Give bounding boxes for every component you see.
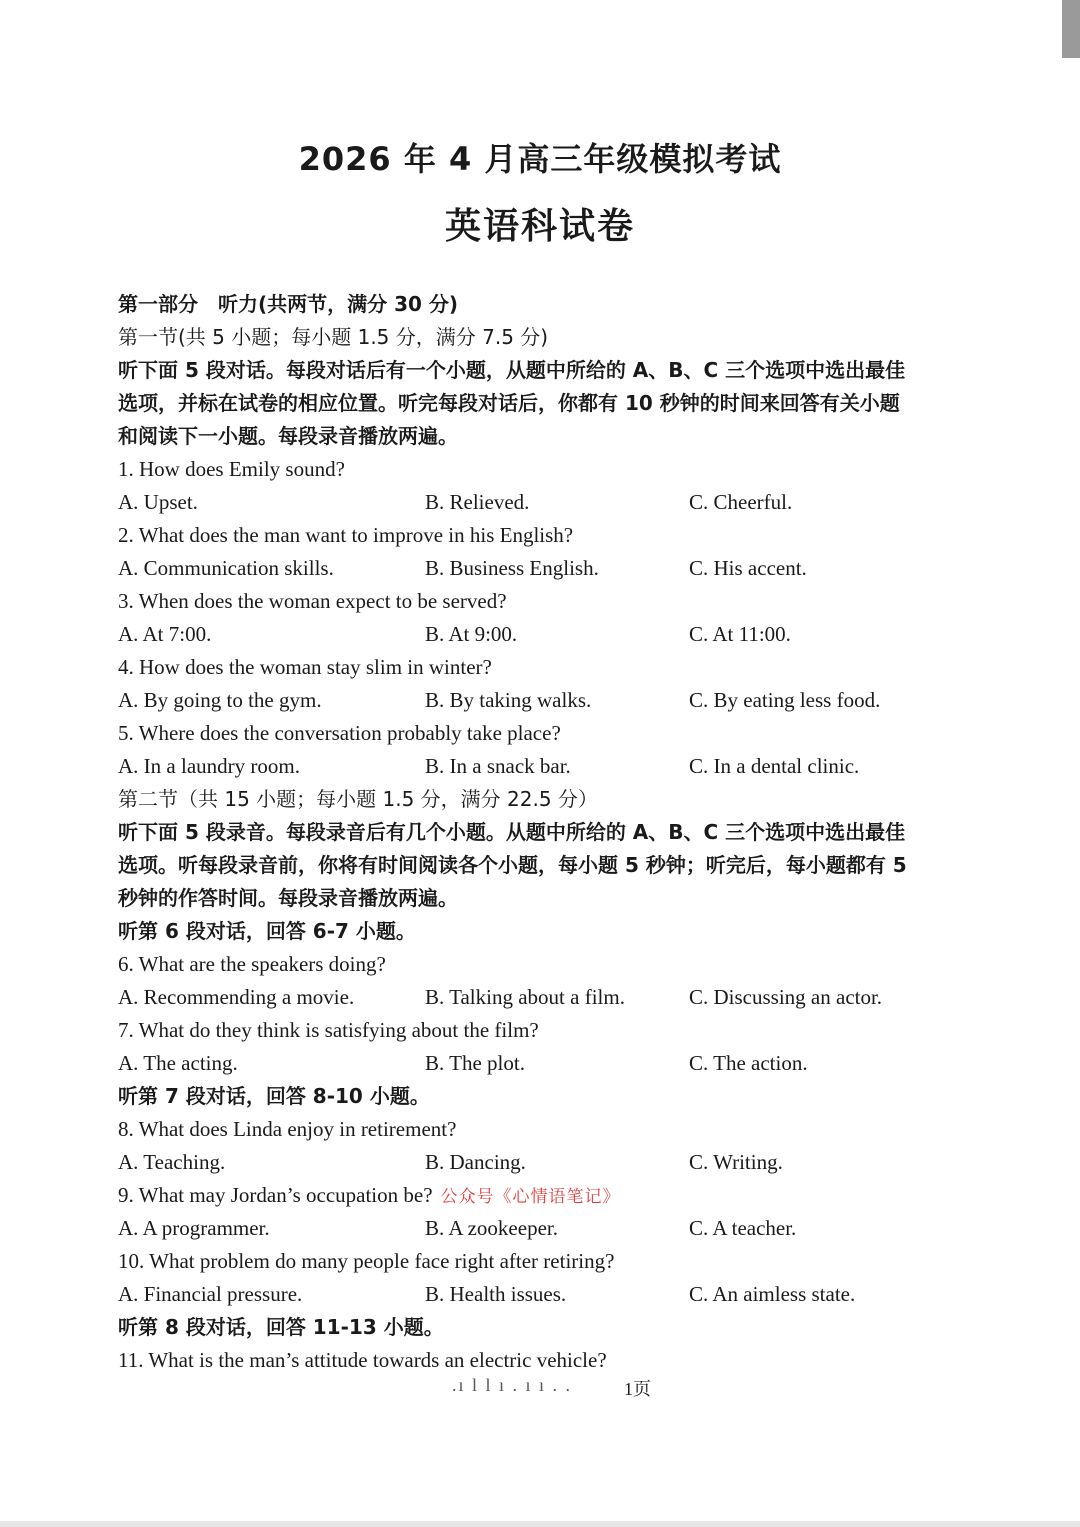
section1-instruction-3: 和阅读下一小题。每段录音播放两遍。 — [118, 424, 458, 448]
option-a: A. Upset. — [118, 490, 198, 514]
question-4-options — [118, 684, 968, 717]
section2-instruction-2: 选项。听每段录音前，你将有时间阅读各个小题，每小题 5 秒钟；听完后，每小题都有 5 — [118, 853, 907, 877]
option-b: B. Talking about a film. — [425, 985, 625, 1009]
option-b: B. A zookeeper. — [425, 1216, 558, 1240]
page-number: 1页 — [624, 1379, 651, 1399]
question-4: 4. How does the woman stay slim in winter? — [118, 655, 492, 679]
option-c: C. Writing. — [689, 1150, 783, 1174]
exam-subtitle: 英语科试卷 — [444, 206, 635, 247]
dialog8-instruction: 听第 8 段对话，回答 11-13 小题。 — [118, 1315, 444, 1339]
watermark-text: 公众号《心情语笔记》 — [440, 1187, 621, 1207]
question-5-options — [118, 750, 968, 783]
option-a: A. By going to the gym. — [118, 688, 322, 712]
option-a: A. At 7:00. — [118, 622, 212, 646]
option-a: A. Financial pressure. — [118, 1282, 303, 1306]
section1-heading: 第一节(共 5 小题；每小题 1.5 分，满分 7.5 分) — [118, 325, 549, 349]
question-9: 9. What may Jordan’s occupation be? — [118, 1183, 433, 1207]
question-8-options — [118, 1146, 968, 1179]
question-11: 11. What is the man’s attitude towards an electric vehicle? — [118, 1348, 607, 1372]
option-a: A. Teaching. — [118, 1150, 226, 1174]
footer-marks: .ı l l ı . ı ı . . — [452, 1375, 573, 1395]
option-b: B. In a snack bar. — [425, 754, 571, 778]
dialog6-instruction: 听第 6 段对话，回答 6-7 小题。 — [118, 919, 416, 943]
dialog7-instruction: 听第 7 段对话，回答 8-10 小题。 — [118, 1084, 430, 1108]
question-2: 2. What does the man want to improve in his English? — [118, 523, 574, 547]
option-c: C. An aimless state. — [689, 1282, 856, 1306]
option-c: C. His accent. — [689, 556, 807, 580]
section2-instruction-3: 秒钟的作答时间。每段录音播放两遍。 — [118, 886, 458, 910]
question-2-options — [118, 552, 968, 585]
question-9-row — [118, 1179, 968, 1212]
option-a: A. In a laundry room. — [118, 754, 300, 778]
question-6-options — [118, 981, 968, 1014]
question-5: 5. Where does the conversation probably take place? — [118, 721, 561, 745]
question-7-options — [118, 1047, 968, 1080]
exam-title: 2026 年 4 月高三年级模拟考试 — [298, 140, 782, 178]
option-b: B. By taking walks. — [425, 688, 592, 712]
option-c: C. At 11:00. — [689, 622, 791, 646]
question-10-options — [118, 1278, 968, 1311]
option-a: A. A programmer. — [118, 1216, 270, 1240]
question-9-options — [118, 1212, 968, 1245]
question-6: 6. What are the speakers doing? — [118, 952, 386, 976]
question-7: 7. What do they think is satisfying about the film? — [118, 1018, 539, 1042]
question-1: 1. How does Emily sound? — [118, 457, 345, 481]
option-a: A. Communication skills. — [118, 556, 334, 580]
option-c: C. By eating less food. — [689, 688, 881, 712]
option-c: C. Cheerful. — [689, 490, 793, 514]
option-b: B. Business English. — [425, 556, 599, 580]
option-c: C. In a dental clinic. — [689, 754, 860, 778]
question-3-options — [118, 618, 968, 651]
question-8: 8. What does Linda enjoy in retirement? — [118, 1117, 457, 1141]
question-1-options — [118, 486, 968, 519]
exam-content — [118, 288, 968, 1377]
section2-instruction-1: 听下面 5 段录音。每段录音后有几个小题。从题中所给的 A、B、C 三个选项中选出最佳 — [118, 820, 906, 844]
option-a: A. Recommending a movie. — [118, 985, 355, 1009]
question-3: 3. When does the woman expect to be served? — [118, 589, 507, 613]
option-b: B. Dancing. — [425, 1150, 526, 1174]
question-10: 10. What problem do many people face right after retiring? — [118, 1249, 615, 1273]
option-b: B. The plot. — [425, 1051, 525, 1075]
section2-heading: 第二节（共 15 小题；每小题 1.5 分，满分 22.5 分） — [118, 787, 598, 811]
option-c: C. A teacher. — [689, 1216, 797, 1240]
section1-instruction-2: 选项，并标在试卷的相应位置。听完每段对话后，你都有 10 秒钟的时间来回答有关小题 — [118, 391, 900, 415]
option-c: C. Discussing an actor. — [689, 985, 883, 1009]
section1-instruction-1: 听下面 5 段对话。每段对话后有一个小题，从题中所给的 A、B、C 三个选项中选出最佳 — [118, 358, 906, 382]
option-c: C. The action. — [689, 1051, 808, 1075]
option-b: B. Health issues. — [425, 1282, 567, 1306]
part1-heading: 第一部分 听力(共两节，满分 30 分) — [118, 292, 459, 316]
option-a: A. The acting. — [118, 1051, 238, 1075]
scan-edge-shadow — [1062, 0, 1080, 58]
scan-bottom-edge — [0, 1521, 1080, 1527]
option-b: B. At 9:00. — [425, 622, 518, 646]
option-b: B. Relieved. — [425, 490, 530, 514]
